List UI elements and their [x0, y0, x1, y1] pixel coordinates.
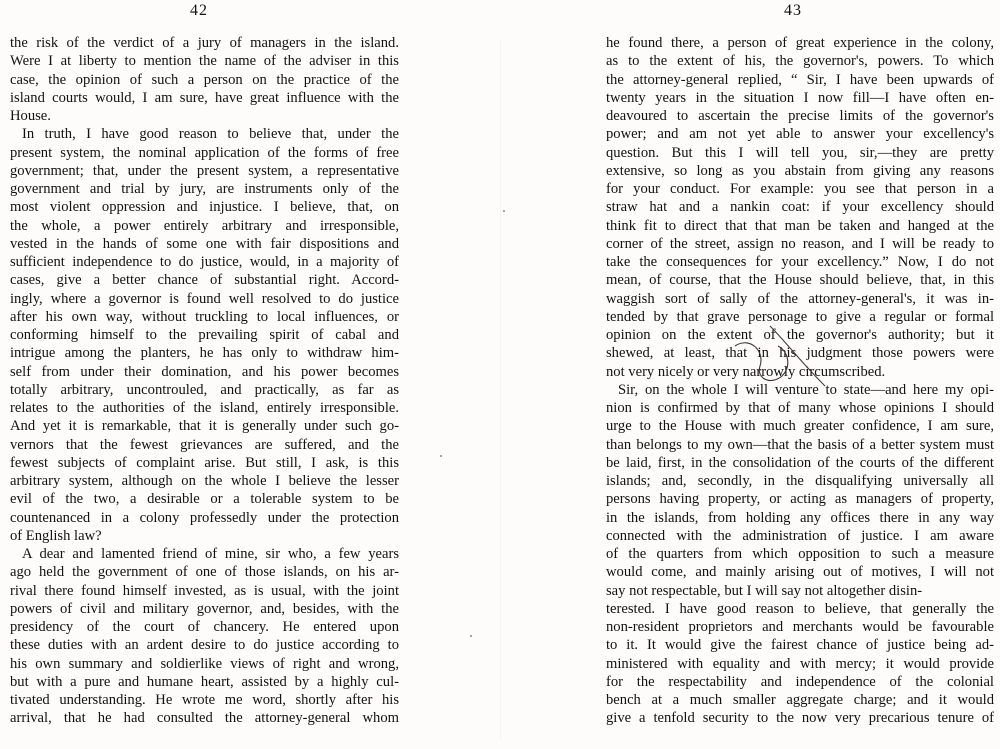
text-line: these duties with an ardent desire to do justice according to [10, 637, 399, 654]
text-line: than belongs to my own—that the basis of a better system must [606, 436, 994, 453]
text-line: question. But this I will tell you, sir,—they are pretty [606, 144, 994, 161]
text-line: powers of civil and military governor, and, besides, with the [10, 600, 399, 617]
text-line: arrival, that he had consulted the attorney-general whom [10, 710, 399, 727]
text-line: not very nicely or very narrowly circumscribed. [606, 363, 886, 380]
text-line: give a tenfold security to the now very precarious tenure of [606, 710, 994, 727]
text-line: bench at a much smaller aggregate charge; and it would [606, 692, 994, 708]
text-line: mean, of course, that the House should believe, that, in this [606, 272, 994, 289]
text-line: to it. It would give the fairest chance of justice being ad- [606, 637, 994, 654]
text-line: ministered with equality and with mercy; it would provide [606, 655, 994, 672]
text-line: of the quarters from which opposition to such a measure [606, 546, 994, 562]
text-line: government and trial by jury, are instruments only of the [10, 181, 399, 197]
text-line: countenanced in a colony professedly under the protection [10, 509, 399, 526]
text-line: fewest subjects of complaint arise. But still, I ask, is this [10, 454, 399, 471]
text-line: tended by that grave personage to give a regular or formal [606, 308, 994, 325]
text-line: relates to the authorities of the island, entirely irresponsible. [10, 400, 399, 416]
text-line: conforming himself to the prevailing spirit of cabal and [10, 327, 399, 343]
text-line: after his own way, without truckling to local influences, or [10, 308, 399, 325]
text-line: present system, the nominal application of the forms of free [10, 144, 399, 161]
text-line: evil of the two, a desirable or a tolerable system to be [10, 491, 399, 508]
text-line: most violent oppression and injustice. I believe, that, on [10, 199, 399, 216]
text-line: in the islands, from holding any offices there in any way [606, 509, 994, 526]
text-line: case, the opinion of such a person on the practice of the [10, 71, 399, 88]
text-line: deavoured to ascertain the precise limits of the governor's [606, 108, 994, 124]
paper-speck [440, 455, 442, 457]
text-line: non-resident proprietors and merchants would be favourable [606, 619, 994, 635]
text-line: corner of the street, assign no reason, and I will be ready to [606, 235, 994, 252]
page-number: 43 [784, 2, 802, 19]
text-line: shewed, at least, that in his judgment those powers were [606, 345, 994, 362]
text-line: power; and am not yet able to answer your excellency's [606, 126, 994, 143]
text-line: straw hat and a nankin coat: if your excellency should [606, 199, 994, 216]
text-line: the risk of the verdict of a jury of managers in the island. [10, 35, 399, 51]
text-line: rival there found himself invested, as is usual, with the joint [10, 582, 399, 599]
text-line: for your conduct. For example: you see that person in a [606, 181, 994, 197]
text-line: twenty years in the situation I now fill—I have often en- [606, 89, 994, 106]
text-line: connected with the administration of justice. I am aware [606, 527, 994, 544]
text-line: ingly, where a governor is found well resolved to do justice [10, 290, 399, 307]
text-line: totally arbitrary, uncontrouled, and practically, as far as [10, 381, 399, 398]
text-line: say not respectable, but I will say not altogether disin- [606, 582, 923, 599]
text-line: be laid, first, in the consolidation of the courts of the different [606, 454, 994, 471]
text-line: tivated understanding. He wrote me word, shortly after his [10, 692, 399, 708]
text-line: would come, and mainly arising out of motives, I will not [606, 564, 994, 581]
text-line: vested in the hands of some one with fair dispositions and [10, 235, 399, 252]
text-line: urge to the House with much greater confidence, I am sure, [606, 418, 994, 435]
text-column [606, 34, 994, 728]
text-line: he found there, a person of great experience in the colony, [606, 35, 994, 51]
text-line: island courts would, I am sure, have great influence with the [10, 89, 399, 106]
text-line: of English law? [10, 527, 102, 544]
text-line: And yet it is remarkable, that it is generally under such go- [10, 418, 399, 435]
text-line: the attorney-general replied, “ Sir, I have been upwards of [606, 71, 994, 88]
paper-speck [470, 635, 472, 637]
text-line: nion is confirmed by that of many whose opinions I should [606, 400, 994, 416]
text-line: terested. I have good reason to believe, that generally the [606, 600, 994, 617]
text-line: think fit to direct that that man be taken and hanged at the [606, 217, 994, 234]
page-number: 42 [190, 2, 208, 19]
text-line: self from under their domination, and his power becomes [10, 363, 399, 380]
text-line: the whole, a power entirely arbitrary and irresponsible, [10, 217, 399, 234]
text-line: Sir, on the whole I will venture to state—and here my opi- [618, 381, 994, 398]
text-line: vernors that the fewest grievances are suffered, and the [10, 436, 399, 453]
text-line: islands; and, secondly, in the disqualifying universally all [606, 473, 994, 489]
text-line: House. [10, 108, 51, 124]
text-column [10, 34, 399, 728]
text-line: In truth, I have good reason to believe that, under the [22, 126, 399, 143]
right-page [500, 0, 1000, 749]
text-line: his own summary and soldierlike views of right and wrong, [10, 655, 399, 672]
text-line: waggish sort of sally of the attorney-general's, it was in- [606, 290, 994, 307]
text-line: intrigue among the planters, he has only to withdraw him- [10, 345, 399, 362]
text-line: take the consequences for your excellency.” Now, I do not [606, 254, 994, 270]
paper-speck [503, 210, 505, 212]
text-line: presidency of the court of chancery. He entered upon [10, 619, 399, 635]
text-line: as to the extent of his, the governor's, powers. To which [606, 53, 994, 70]
text-line: Were I at liberty to mention the name of the adviser in this [10, 53, 399, 70]
text-line: for the respectability and independence of the colonial [606, 673, 994, 690]
text-line: government; that, under the present system, a representative [10, 162, 399, 179]
text-line: but with a pure and humane heart, assisted by a highly cul- [10, 673, 399, 690]
text-line: persons having property, or acting as managers of property, [606, 491, 994, 508]
text-line: sufficient independence to do justice, would, in a majority of [10, 254, 399, 270]
text-line: arbitrary system, although on the whole I believe the lesser [10, 473, 399, 489]
text-line: extensive, so long as you abstain from giving any reasons [606, 162, 994, 179]
text-line: cases, give a better chance of substantial right. Accord- [10, 272, 399, 289]
text-line: A dear and lamented friend of mine, sir who, a few years [22, 546, 399, 562]
text-line: ago held the government of one of those islands, on his ar- [10, 564, 399, 581]
text-line: opinion on the extent of the governor's authority; but it [606, 327, 994, 343]
